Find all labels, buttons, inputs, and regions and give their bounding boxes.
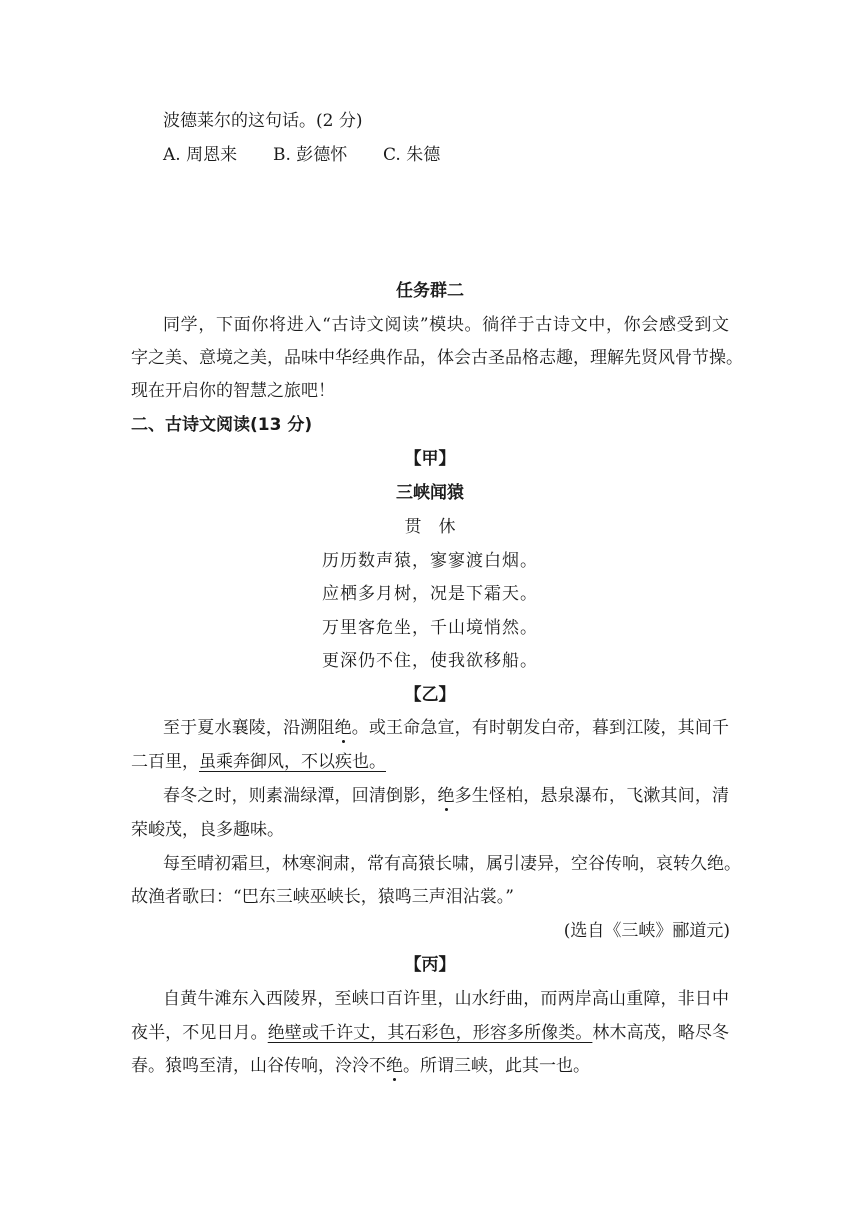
option-c: C. 朱德 (383, 145, 441, 165)
intro-line-3: 现在开启你的智慧之旅吧！ (131, 381, 335, 401)
poem-line-3: 万里客危坐，千山境悄然。 (322, 618, 538, 638)
option-b: B. 彭德怀 (273, 145, 348, 165)
emphasis-dot-jue: 绝 (437, 786, 455, 806)
yi-para3-line1: 每至晴初霜旦，林寒涧肃，常有高猿长啸，属引凄异，空谷传响，哀转久绝。 (163, 854, 741, 874)
poem-line-4: 更深仍不住，使我欲移船。 (322, 651, 538, 671)
emphasis-dot-jue: 绝 (386, 1056, 403, 1076)
yi-para3-line2: 故渔者歌曰：“巴东三峡巫峡长，猿鸣三声泪沾裳。” (131, 887, 514, 907)
underlined-sentence: 绝壁或千许丈，其石彩色，形容多所像类。 (267, 1023, 593, 1043)
question-tail: 波德莱尔的这句话。(2 分) (163, 111, 363, 131)
yi-source: (选自《三峡》郦道元) (563, 921, 730, 941)
option-a: A. 周恩来 (163, 145, 238, 165)
yi-para2-line2: 荣峻茂，良多趣味。 (131, 820, 284, 840)
poem-line-2: 应栖多月树，况是下霜天。 (322, 584, 538, 604)
bing-line-3: 春。猿鸣至清，山谷传响，泠泠不绝。所谓三峡，此其一也。 (131, 1056, 590, 1076)
task-group-title: 任务群二 (396, 281, 464, 301)
yi-para1-line1: 至于夏水襄陵，沿溯阻绝。或王命急宣，有时朝发白帝，暮到江陵，其间千 (163, 718, 729, 738)
intro-line-2: 字之美、意境之美，品味中华经典作品，体会古圣品格志趣，理解先贤风骨节操。 (131, 348, 743, 368)
section-heading: 二、古诗文阅读(13 分) (131, 415, 313, 435)
label-yi: 【乙】 (404, 685, 456, 705)
label-bing: 【丙】 (404, 955, 456, 975)
underlined-sentence: 虽乘奔御风，不以疾也。 (199, 752, 386, 772)
label-jia: 【甲】 (404, 449, 456, 469)
poem-author: 贯 休 (404, 517, 456, 537)
poem-title: 三峡闻猿 (396, 483, 464, 503)
yi-para1-line2: 二百里，虽乘奔御风，不以疾也。 (131, 752, 386, 772)
poem-line-1: 历历数声猿，寥寥渡白烟。 (322, 551, 538, 571)
emphasis-dot-jue: 绝 (334, 718, 352, 738)
intro-line-1: 同学，下面你将进入“古诗文阅读”模块。徜徉于古诗文中，你会感受到文 (163, 315, 729, 335)
answer-options (163, 143, 440, 167)
yi-para2-line1: 春冬之时，则素湍绿潭，回清倒影，绝多生怪柏，悬泉瀑布，飞漱其间，清 (163, 786, 729, 806)
bing-line-2: 夜半，不见日月。绝壁或千许丈，其石彩色，形容多所像类。林木高茂，略尽冬 (131, 1023, 730, 1043)
bing-line-1: 自黄牛滩东入西陵界，至峡口百许里，山水纡曲，而两岸高山重障，非日中 (163, 989, 729, 1009)
